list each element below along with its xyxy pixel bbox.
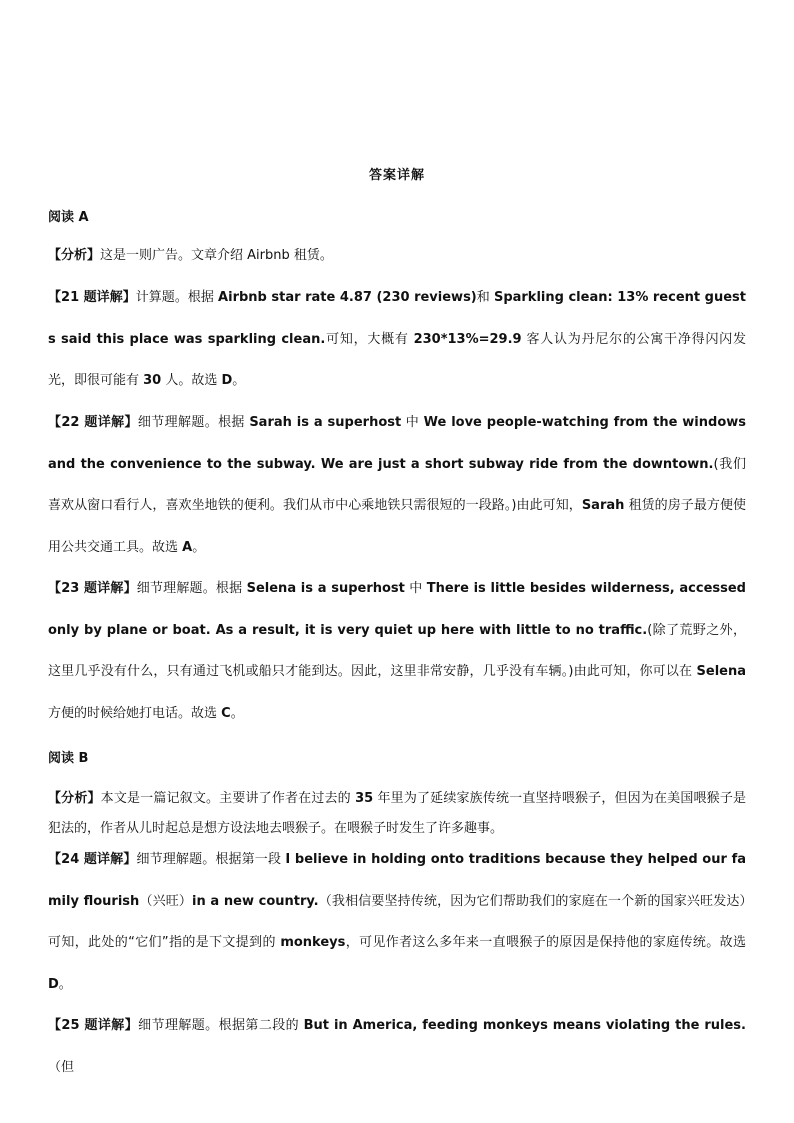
explanation-text: （但 — [48, 1059, 75, 1075]
explanation-text: 细节理解题。根据 — [136, 581, 247, 596]
quoted-text: Selena — [696, 664, 746, 679]
quoted-text: I believe in holding onto traditions because they helped our family flourish — [48, 852, 746, 909]
explanation-text: 。 — [192, 539, 206, 555]
number-text: 30 — [143, 373, 162, 388]
explanation-text: 中 — [401, 415, 424, 430]
answer-choice: A — [182, 539, 193, 555]
answer-choice: C — [221, 705, 231, 721]
answer-choice: D — [48, 976, 59, 992]
question-25-explanation — [48, 1005, 746, 1088]
explanation-text: 租赁的房子最方便使用公共交通工具。故选 — [48, 498, 747, 555]
explanation-text: （我相信要坚持传统，因为它们帮助我们的家庭在一个新的国家兴旺发达）可知，此处的“它们”指的是下文提到的 — [48, 893, 746, 950]
explanation-text: 可知，大概有 — [325, 331, 414, 347]
question-24-explanation — [48, 839, 746, 1005]
question-label: 【21 题详解】 — [48, 290, 136, 305]
question-label: 【22 题详解】 — [48, 415, 138, 430]
quoted-text: Sparkling clean: 13% recent guests said this place was sparkling clean. — [48, 290, 746, 347]
quoted-text: Sarah is a superhost — [249, 415, 402, 430]
explanation-text: 。 — [58, 976, 72, 992]
explanation-text: 细节理解题。根据第一段 — [136, 852, 286, 867]
explanation-text: 和 — [476, 290, 494, 305]
explanation-text: 计算题。根据 — [135, 290, 219, 305]
quoted-text: But in America, feeding monkeys means violating the rules. — [303, 1018, 746, 1033]
section-heading-a: 阅读 A — [48, 210, 89, 225]
explanation-text: (除了荒野之外，这里几乎没有什么，只有通过飞机或船只才能到达。因此，这里非常安静，几乎没有车辆。)由此可知，你可以在 — [48, 622, 746, 679]
explanation-text: 方便的时候给她打电话。故选 — [48, 705, 222, 721]
quoted-text: Selena is a superhost — [246, 581, 405, 596]
analysis-label: 【分析】 — [48, 248, 101, 263]
question-21-explanation — [48, 277, 746, 402]
explanation-text: 人。故选 — [161, 373, 222, 388]
page-title: 答案详解 — [368, 168, 425, 183]
section-heading-b: 阅读 B — [48, 751, 89, 766]
explanation-text: 。 — [232, 373, 246, 388]
quoted-text: We love people-watching from the windows and the convenience to the subway. We are just a short subway ride from the downtown. — [48, 415, 746, 472]
quoted-text: Sarah — [581, 498, 625, 513]
quoted-text: in a new country. — [192, 893, 319, 909]
quoted-text: Airbnb star rate 4.87 (230 reviews) — [218, 290, 477, 305]
number-text: 35 — [355, 791, 374, 806]
analysis-label: 【分析】 — [48, 791, 101, 806]
analysis-text: 这是一则广告。文章介绍 Airbnb 租赁。 — [100, 248, 333, 263]
answer-choice: D — [221, 373, 233, 388]
explanation-text: 客人认为丹尼尔的公寓干净得闪闪发光，即很可能有 — [48, 331, 746, 388]
question-23-explanation — [48, 568, 746, 734]
calculation-text: 230*13%=29.9 — [413, 331, 522, 347]
quoted-text: There is little besides wilderness, accessed only by plane or boat. As a result, it is very quiet up here with little to no traffic. — [48, 581, 746, 638]
question-label: 【24 题详解】 — [48, 852, 137, 867]
question-label: 【23 题详解】 — [48, 581, 137, 596]
analysis-b — [48, 784, 746, 844]
explanation-text: 。 — [230, 705, 244, 721]
analysis-text: 本文是一篇记叙文。主要讲了作者在过去的 — [100, 791, 356, 806]
question-label: 【25 题详解】 — [48, 1018, 139, 1033]
explanation-text: 细节理解题。根据第二段的 — [138, 1018, 304, 1033]
analysis-text: 年里为了延续家族传统一直坚持喂猴子，但因为在美国喂猴子是犯法的，作者从儿时起总是想方设法地去喂猴子。在喂猴子时发生了许多趣事。 — [48, 791, 746, 836]
explanation-text: 细节理解题。根据 — [137, 415, 250, 430]
quoted-text: monkeys — [280, 935, 346, 950]
explanation-text: (我们喜欢从窗口看行人，喜欢坐地铁的便利。我们从市中心乘地铁只需很短的一段路。)由此可知， — [48, 456, 746, 513]
question-22-explanation — [48, 402, 746, 568]
explanation-text: （兴旺） — [139, 893, 193, 909]
explanation-text: 中 — [404, 581, 427, 596]
explanation-text: ，可见作者这么多年来一直喂猴子的原因是保持他的家庭传统。故选 — [345, 935, 746, 950]
analysis-a — [48, 235, 746, 277]
